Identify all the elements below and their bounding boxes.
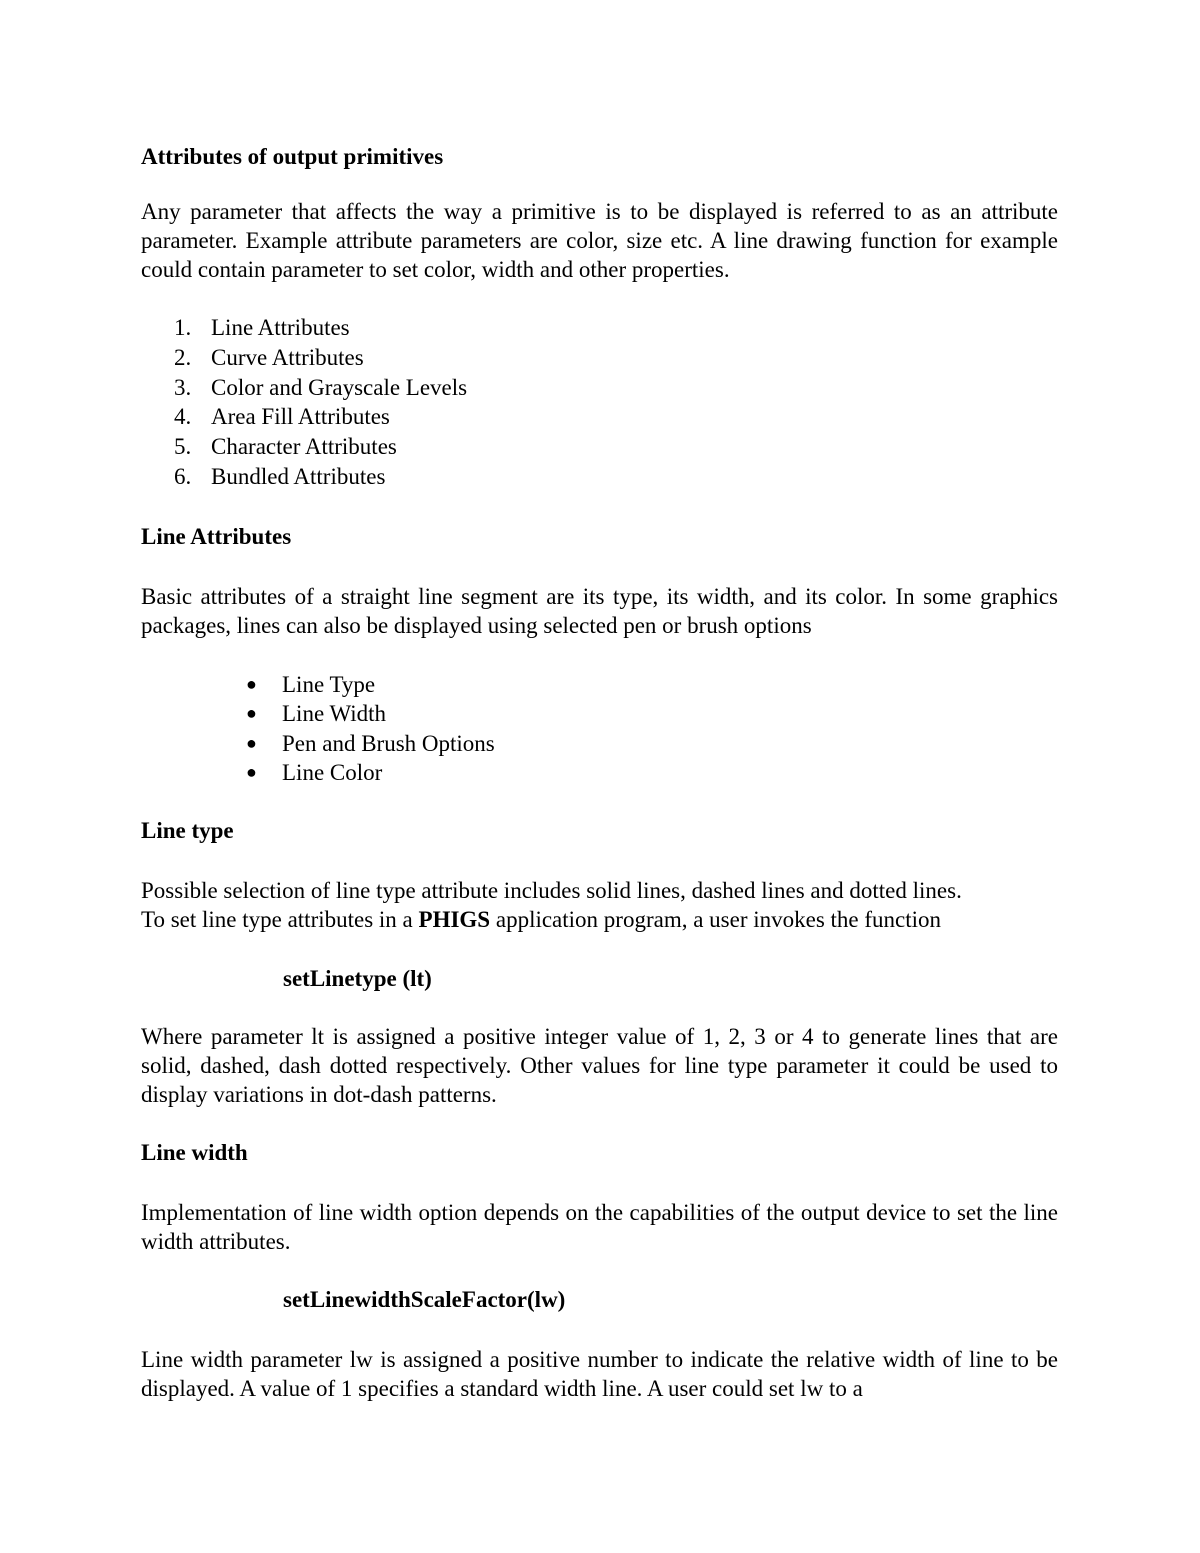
bullet-item-label: Pen and Brush Options (282, 730, 495, 756)
line-attributes-heading: Line Attributes (141, 524, 292, 549)
line-type-text-1: Possible selection of line type attribute includes solid lines, dashed lines and dotted lines. (141, 878, 962, 903)
bullet-icon: ● (246, 761, 257, 782)
list-item-label: Line Attributes (211, 315, 350, 340)
phigs-term: PHIGS (418, 907, 491, 932)
line-attributes-paragraph: Basic attributes of a straight line segment are its type, its width, and its color. In some graphics packages, lines can also be displayed using selected pen or brush options (141, 584, 1058, 638)
line-type-heading: Line type (141, 818, 234, 843)
list-item-label: Bundled Attributes (211, 463, 386, 489)
list-item-number: 3. (174, 374, 192, 400)
list-item (141, 402, 467, 432)
line-width-description: Line width parameter lw is assigned a positive number to indicate the relative width of line to be displayed. A value of 1 specifies a standard width line. A user could set lw to a (141, 1347, 1058, 1401)
line-type-paragraph (141, 876, 1058, 934)
intro-paragraph: Any parameter that affects the way a primitive is to be displayed is referred to as an attribute parameter. Example attribute parameters are color, size etc. A line drawing function for example could contain parameter to set color, width and other properties. (141, 199, 1058, 282)
list-item (141, 313, 467, 343)
bullet-icon: ● (246, 703, 257, 724)
bullet-item (141, 670, 495, 699)
list-item-number: 1. (174, 315, 192, 340)
line-type-description: Where parameter lt is assigned a positive integer value of 1, 2, 3 or 4 to generate lines that are solid, dashed, dash dotted respectively. Other values for line type parameter it could be used to display variations in dot-dash patterns. (141, 1024, 1058, 1107)
list-item-number: 2. (174, 344, 192, 370)
list-item (141, 373, 467, 403)
bullet-item (141, 699, 495, 728)
list-item-number: 5. (174, 434, 192, 460)
bullet-icon: ● (246, 674, 257, 694)
list-item (141, 432, 467, 462)
line-type-text-2a: To set line type attributes in a (141, 907, 419, 932)
list-item (141, 343, 467, 373)
list-item-number: 6. (174, 463, 192, 489)
bullet-item-label: Line Width (282, 701, 387, 727)
bullet-icon: ● (246, 732, 257, 753)
list-item-label: Curve Attributes (211, 344, 364, 370)
line-type-text-2b: application program, a user invokes the function (490, 907, 942, 932)
line-width-paragraph: Implementation of line width option depends on the capabilities of the output device to set the line width attributes. (141, 1200, 1058, 1254)
list-item-label: Area Fill Attributes (211, 404, 390, 430)
bullet-item-label: Line Color (282, 759, 383, 785)
list-item-label: Character Attributes (211, 434, 397, 460)
bullet-item (141, 729, 495, 758)
line-attributes-bullet-list (141, 670, 495, 787)
list-item-number: 4. (174, 404, 192, 430)
list-item-label: Color and Grayscale Levels (211, 374, 468, 400)
bullet-item-label: Line Type (282, 672, 376, 697)
set-linewidth-function: setLinewidthScaleFactor(lw) (283, 1287, 566, 1312)
document-title: Attributes of output primitives (141, 144, 444, 169)
list-item (141, 462, 467, 492)
line-width-heading: Line width (141, 1140, 248, 1165)
bullet-item (141, 758, 495, 787)
set-linetype-function: setLinetype (lt) (283, 966, 432, 991)
attribute-list (141, 313, 467, 492)
